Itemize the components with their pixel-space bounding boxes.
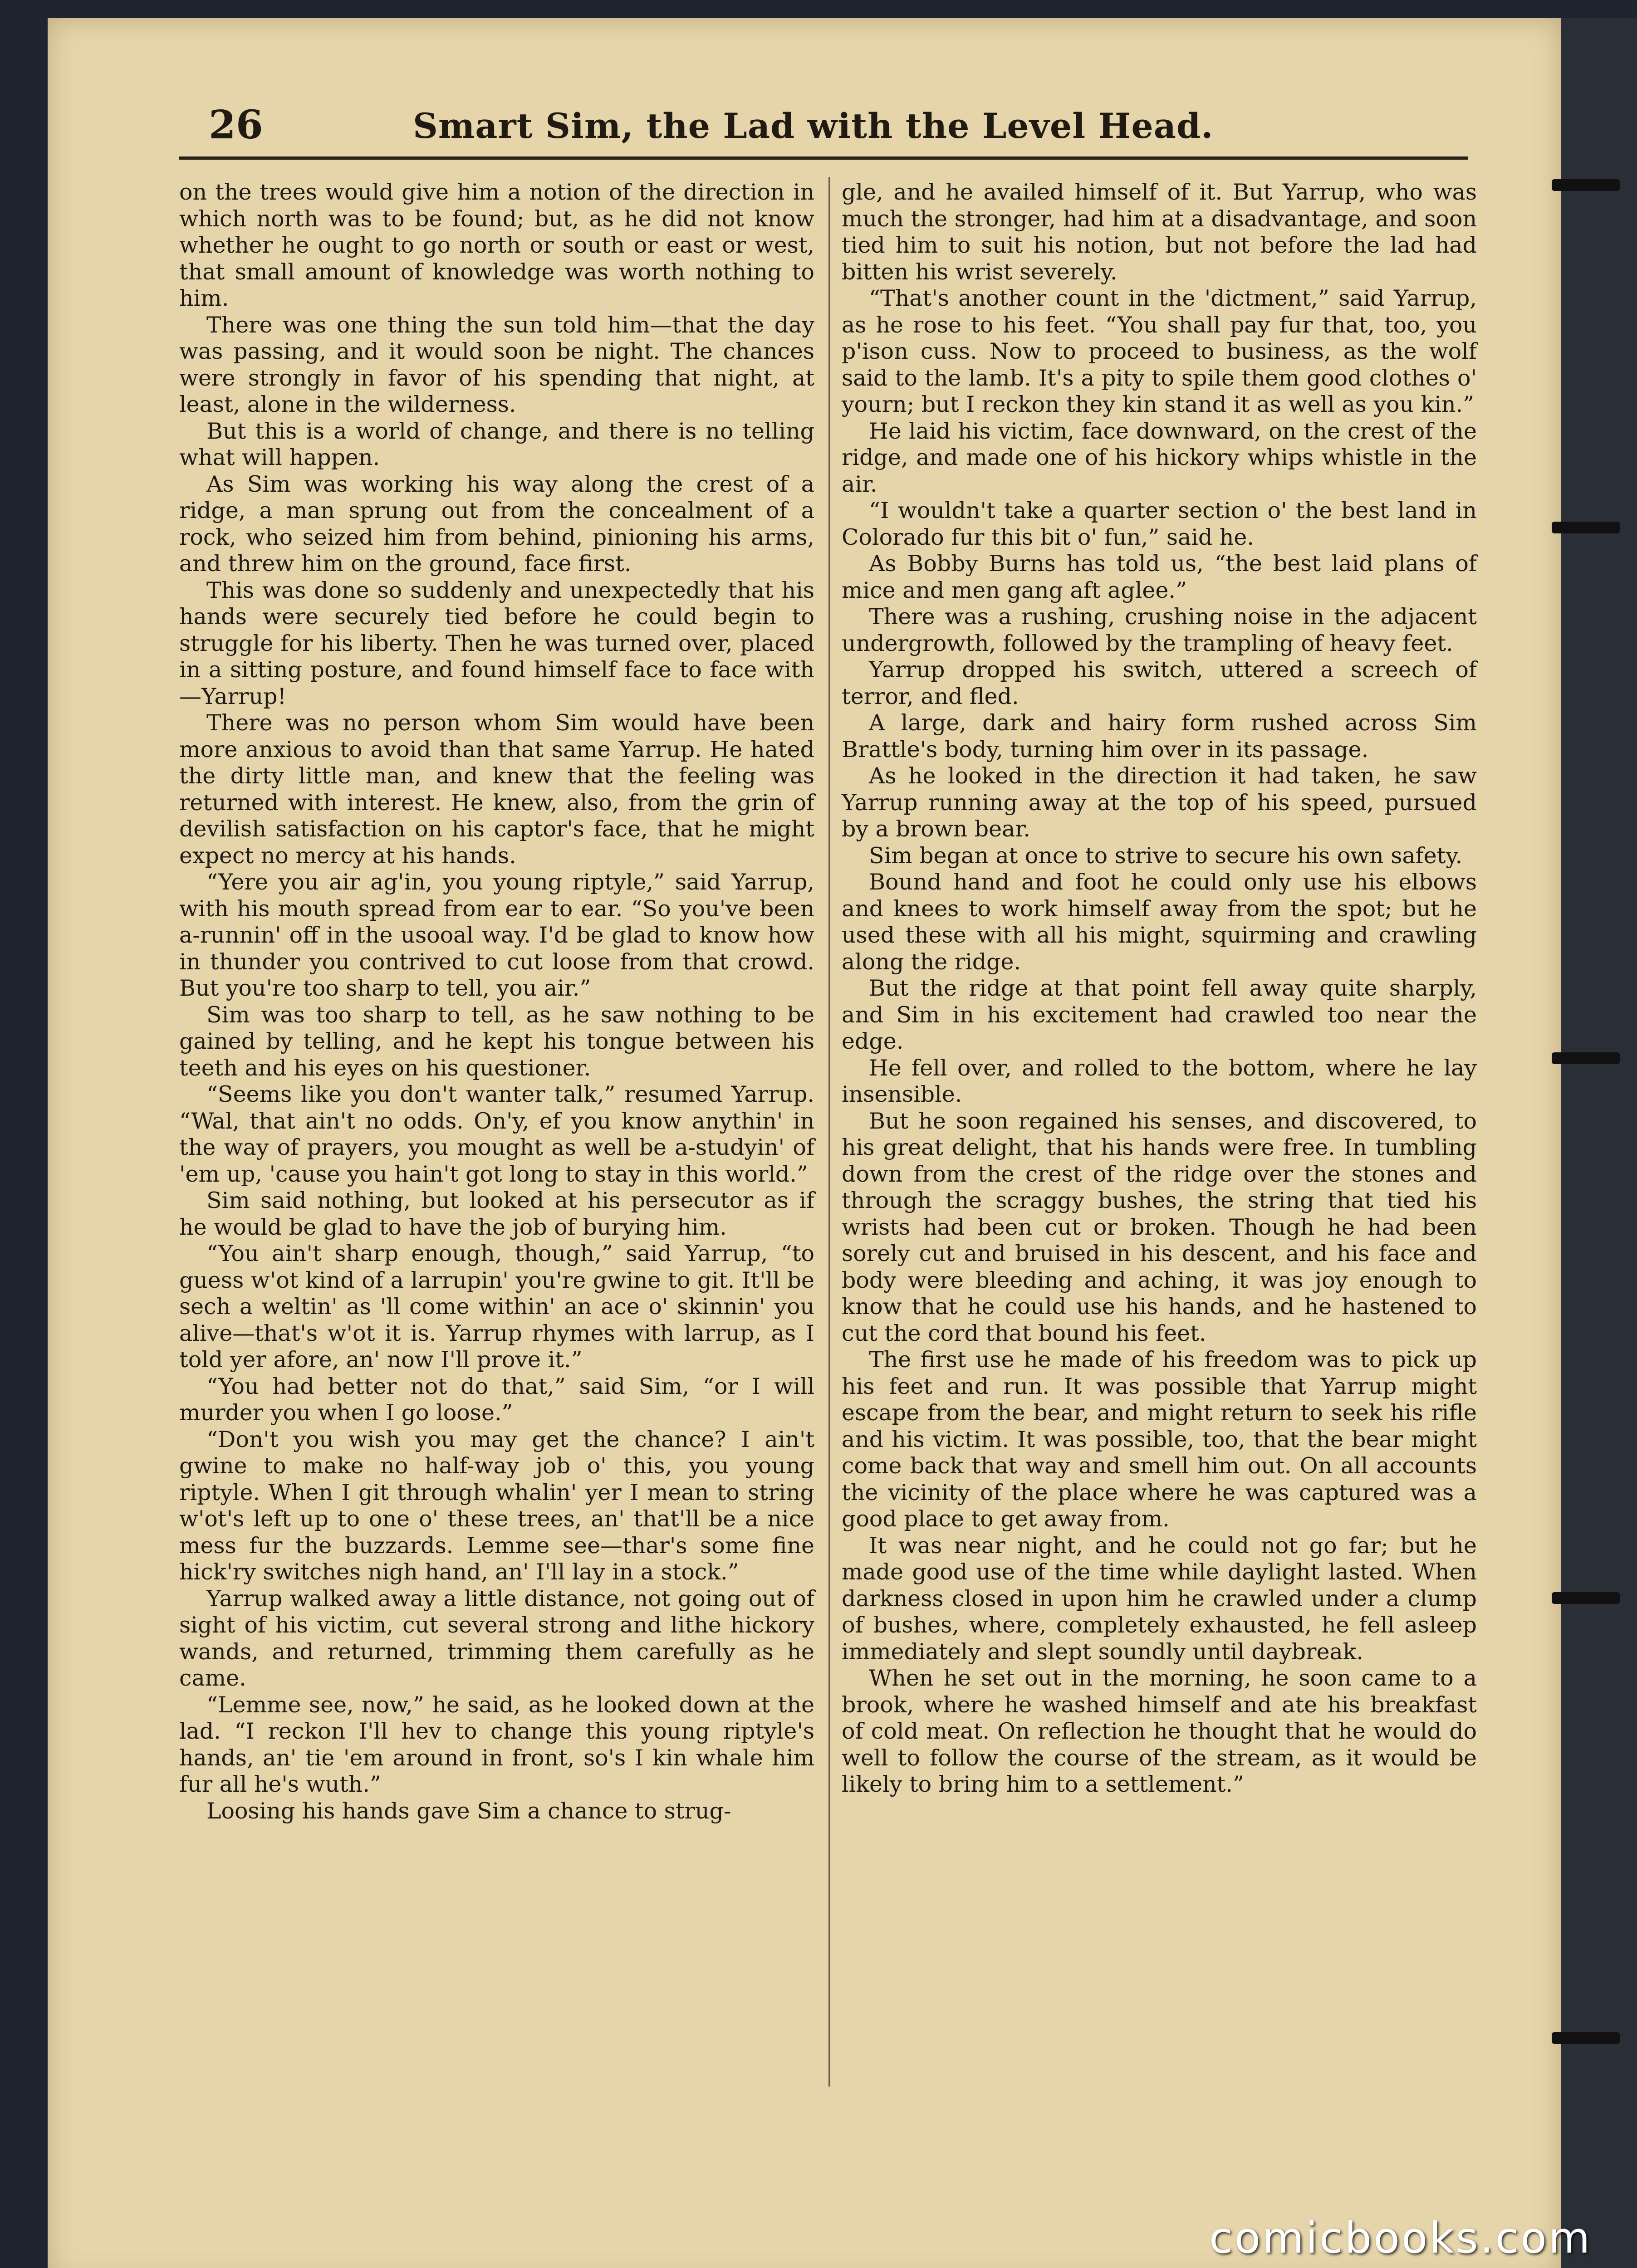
paragraph: “Yere you air ag'in, you young riptyle,” said Yarrup, with his mouth spread from ear to ear. “So you've been a-runnin' off in the usooal way. I'd be glad to know how in thunder you contrived to cut loose from that crowd. But you're too sharp to tell, you air.” bbox=[179, 869, 814, 1001]
paragraph: There was one thing the sun told him—that the day was passing, and it would soon be night. The chances were strongly in favor of his spending that night, at least, alone in the wilderness. bbox=[179, 312, 814, 417]
page-number: 26 bbox=[209, 102, 263, 148]
paragraph: There was a rushing, crushing noise in the adjacent undergrowth, followed by the trampling of heavy feet. bbox=[842, 604, 1477, 656]
running-title: Smart Sim, the Lad with the Level Head. bbox=[413, 106, 1214, 146]
paragraph: “You ain't sharp enough, though,” said Yarrup, “to guess w'ot kind of a larrupin' you're gwine to git. It'll be sech a weltin' as 'll come within' an ace o' skinnin' you alive—that's w'ot it is. Yarrup rhymes with larrup, as I told yer afore, an' now I'll prove it.” bbox=[179, 1241, 814, 1373]
binding-staple bbox=[1552, 2032, 1620, 2044]
paragraph: “That's another count in the 'dictment,” said Yarrup, as he rose to his feet. “You shall pay fur that, too, you p'ison cuss. Now to proceed to business, as the wolf said to the lamb. It's a pity to spile them good clothes o' yourn; but I reckon they kin stand it as well as you kin.” bbox=[842, 285, 1477, 417]
binding-staple bbox=[1552, 1052, 1620, 1064]
binding-staple bbox=[1552, 179, 1620, 191]
paragraph: A large, dark and hairy form rushed across Sim Brattle's body, turning him over in its passage. bbox=[842, 710, 1477, 763]
paragraph: Yarrup walked away a little distance, not going out of sight of his victim, cut several strong and lithe hickory wands, and returned, trimming them carefully as he came. bbox=[179, 1585, 814, 1691]
binding-staple bbox=[1552, 522, 1620, 533]
paragraph: But the ridge at that point fell away quite sharply, and Sim in his excitement had crawled too near the edge. bbox=[842, 975, 1477, 1054]
paragraph: Loosing his hands gave Sim a chance to strug- bbox=[206, 1798, 731, 1824]
header-rule bbox=[179, 156, 1468, 160]
paragraph: This was done so suddenly and unexpectedly that his hands were securely tied before he could begin to struggle for his liberty. Then he was turned over, placed in a sitting posture, and found himself face to face with—Yarrup! bbox=[179, 577, 814, 709]
paragraph: The first use he made of his freedom was to pick up his feet and run. It was possible that Yarrup might escape from the bear, and might return to seek his rifle and his victim. It was possible, too, that the bear might come back that way and smell him out. On all accounts the vicinity of the place where he was captured was a good place to get away from. bbox=[842, 1347, 1477, 1532]
paragraph: He fell over, and rolled to the bottom, where he lay insensible. bbox=[842, 1055, 1477, 1107]
paragraph: on the trees would give him a notion of the direction in which north was to be found; but, as he did not know whether he ought to go north or south or east or west, that small amount of knowledge was worth nothing to him. bbox=[179, 179, 814, 311]
paragraph: gle, and he availed himself of it. But Yarrup, who was much the stronger, had him at a disadvantage, and soon tied him to suit his notion, but not before the lad had bitten his wrist severely. bbox=[842, 179, 1477, 285]
paragraph: Sim was too sharp to tell, as he saw nothing to be gained by telling, and he kept his tongue between his teeth and his eyes on his questioner. bbox=[179, 1002, 814, 1081]
paragraph: Bound hand and foot he could only use his elbows and knees to work himself away from the spot; but he used these with all his might, squirming and crawling along the ridge. bbox=[842, 869, 1477, 975]
paragraph: As Bobby Burns has told us, “the best laid plans of mice and men gang aft aglee.” bbox=[842, 551, 1477, 603]
binding-staple bbox=[1552, 1592, 1620, 1604]
paragraph: “I wouldn't take a quarter section o' the best land in Colorado fur this bit o' fun,” said he. bbox=[842, 498, 1477, 550]
paragraph: “Don't you wish you may get the chance? I ain't gwine to make no half-way job o' this, you young riptyle. When I git through whalin' yer I mean to string w'ot's left up to one o' these trees, an' that'll be a nice mess fur the buzzards. Lemme see—thar's some fine hick'ry switches nigh hand, an' I'll lay in a stock.” bbox=[179, 1426, 814, 1585]
paragraph: There was no person whom Sim would have been more anxious to avoid than that same Yarrup. He hated the dirty little man, and knew that the feeling was returned with interest. He knew, also, from the grin of devilish satisfaction on his captor's face, that he might expect no mercy at his hands. bbox=[179, 710, 814, 869]
watermark: comicbooks.com bbox=[1209, 2214, 1592, 2263]
column-divider bbox=[828, 177, 830, 2087]
paragraph: “You had better not do that,” said Sim, “or I will murder you when I go loose.” bbox=[179, 1373, 814, 1426]
paragraph: As Sim was working his way along the crest of a ridge, a man sprung out from the concealment of a rock, who seized him from behind, pinioning his arms, and threw him on the ground, face first. bbox=[179, 471, 814, 577]
page-header bbox=[159, 93, 1475, 152]
binding-spine bbox=[1561, 18, 1637, 2268]
left-column bbox=[179, 179, 814, 1824]
paragraph: But this is a world of change, and there is no telling what will happen. bbox=[179, 418, 814, 470]
paragraph: When he set out in the morning, he soon came to a brook, where he washed himself and ate his breakfast of cold meat. On reflection he thought that he would do well to follow the course of the stream, as it would be likely to bring him to a settlement.” bbox=[842, 1665, 1477, 1797]
paragraph: It was near night, and he could not go far; but he made good use of the time while daylight lasted. When darkness closed in upon him he crawled under a clump of bushes, where, completely exhausted, he fell asleep immediately and slept soundly until daybreak. bbox=[842, 1532, 1477, 1665]
paragraph: He laid his victim, face downward, on the crest of the ridge, and made one of his hickory whips whistle in the air. bbox=[842, 418, 1477, 497]
paragraph: “Seems like you don't wanter talk,” resumed Yarrup. “Wal, that ain't no odds. On'y, ef you know anythin' in the way of prayers, you mought as well be a-studyin' of 'em up, 'cause you hain't got long to stay in this world.” bbox=[179, 1081, 814, 1187]
paragraph: Sim began at once to strive to secure his own safety. bbox=[869, 842, 1463, 869]
paragraph: As he looked in the direction it had taken, he saw Yarrup running away at the top of his speed, pursued by a brown bear. bbox=[842, 763, 1477, 842]
paragraph: “Lemme see, now,” he said, as he looked down at the lad. “I reckon I'll hev to change this young riptyle's hands, an' tie 'em around in front, so's I kin whale him fur all he's wuth.” bbox=[179, 1691, 814, 1797]
right-column bbox=[842, 179, 1477, 1798]
paragraph: Sim said nothing, but looked at his persecutor as if he would be glad to have the job of burying him. bbox=[179, 1188, 814, 1240]
paragraph: Yarrup dropped his switch, uttered a screech of terror, and fled. bbox=[842, 657, 1477, 709]
paragraph: But he soon regained his senses, and discovered, to his great delight, that his hands were free. In tumbling down from the crest of the ridge over the stones and through the scraggy bushes, the string that tied his wrists had been cut or broken. Though he had been sorely cut and bruised in his descent, and his face and body were bleeding and aching, it was joy enough to know that he could use his hands, and he hastened to cut the cord that bound his feet. bbox=[842, 1108, 1477, 1346]
